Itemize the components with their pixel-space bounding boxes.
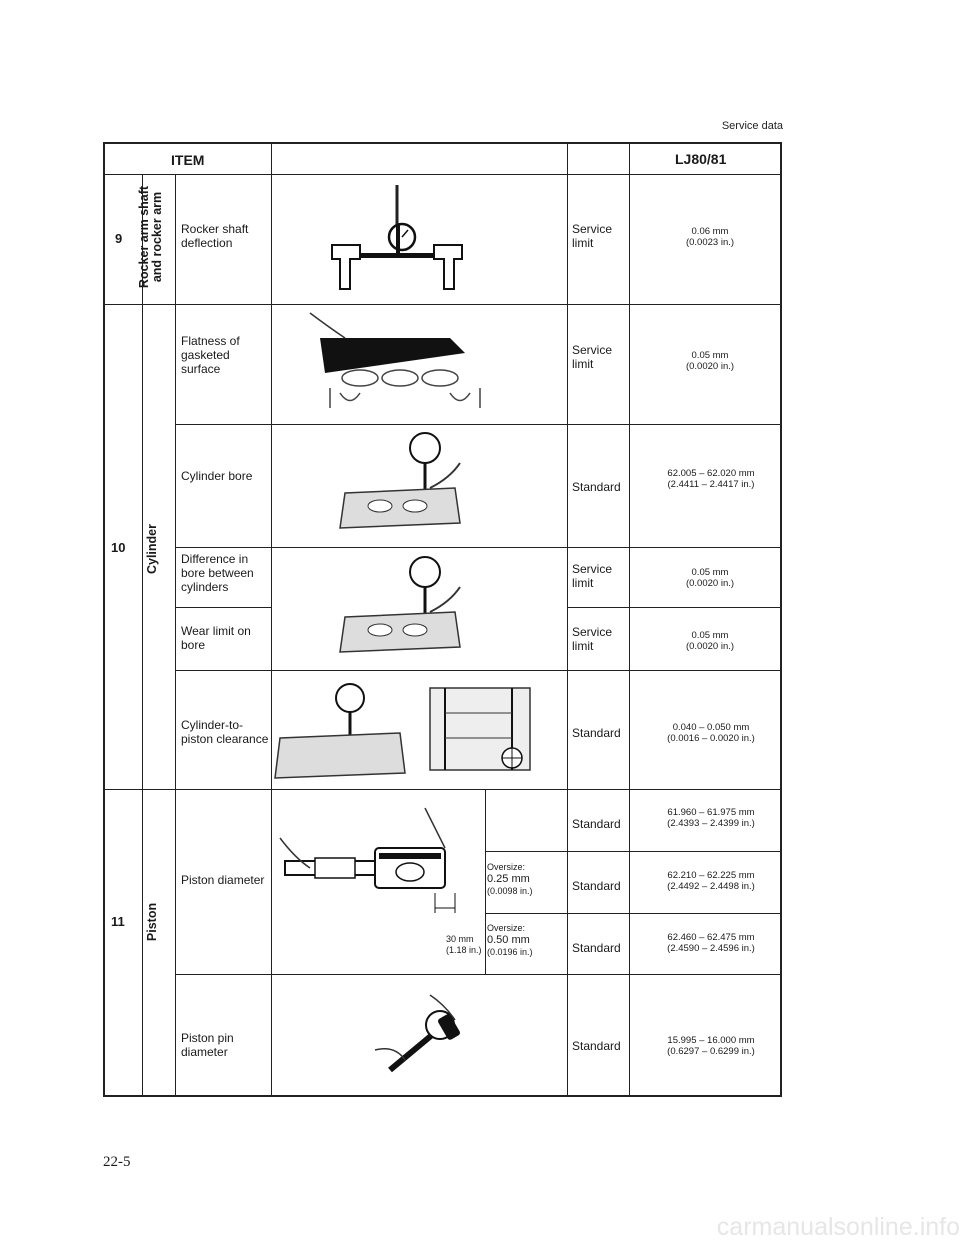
kind-rocker: Service limit xyxy=(572,222,613,250)
value-mm: 0.06 mm xyxy=(691,226,729,237)
value-mm: 0.05 mm xyxy=(691,630,729,641)
item-rocker-deflection: Rocker shaft deflection xyxy=(181,222,249,250)
item-cylinder-bore: Cylinder bore xyxy=(181,469,253,483)
oversize-050 xyxy=(487,923,543,957)
watermark: carmanualsonline.info xyxy=(716,1213,960,1241)
kind-difference: Service limit xyxy=(572,562,613,590)
item-number-11: 11 xyxy=(111,914,125,929)
value-in: (0.0023 in.) xyxy=(685,237,735,248)
diff-value-rule xyxy=(567,607,780,608)
value-in: (0.0020 in.) xyxy=(685,641,735,652)
item-wear: Wear limit on bore xyxy=(181,624,251,652)
oversize-in: (0.0196 in.) xyxy=(487,946,533,957)
value-piston-os25 xyxy=(636,870,786,892)
col-figure-rule xyxy=(567,144,568,1095)
value-in: (2.4590 – 2.4596 in.) xyxy=(667,943,755,954)
value-clearance xyxy=(636,722,786,744)
value-wear xyxy=(640,630,780,652)
wear-bottom-rule xyxy=(175,670,780,671)
oversize-mm: 0.50 mm xyxy=(487,933,530,946)
figure-bore-gauge-2 xyxy=(335,552,465,667)
figure-pin-micrometer xyxy=(370,990,480,1090)
oversize-label: Oversize: xyxy=(487,862,526,872)
measure-in: (1.18 in.) xyxy=(446,944,482,955)
kind-piston-std: Standard xyxy=(572,817,621,831)
kind-bore: Standard xyxy=(572,480,621,494)
value-in: (2.4492 – 2.4498 in.) xyxy=(667,881,755,892)
oversize-025 xyxy=(487,862,543,896)
col-item-rule xyxy=(271,144,272,1095)
value-difference xyxy=(640,567,780,589)
value-in: (0.0020 in.) xyxy=(685,361,735,372)
value-in: (2.4411 – 2.4417 in.) xyxy=(667,479,755,490)
group-line-2: and rocker arm xyxy=(150,191,164,283)
value-flatness xyxy=(640,350,780,372)
bore-bottom-rule xyxy=(175,547,780,548)
kind-clearance: Standard xyxy=(572,726,621,740)
figure-micrometer xyxy=(275,798,485,928)
value-mm: 0.05 mm xyxy=(691,350,729,361)
item-piston-diameter: Piston diameter xyxy=(181,873,265,887)
item-number-10: 10 xyxy=(111,540,126,555)
figure-rocker-dial xyxy=(322,185,472,295)
os25-bottom-rule xyxy=(485,913,780,914)
figure-straightedge xyxy=(300,308,480,418)
item-flatness: Flatness of gasketed surface xyxy=(181,334,240,376)
row9-bottom-rule xyxy=(105,304,780,305)
diff-item-rule xyxy=(175,607,271,608)
value-in: (0.0016 – 0.0020 in.) xyxy=(667,733,755,744)
value-in: (0.6297 – 0.6299 in.) xyxy=(667,1046,755,1057)
value-mm: 0.05 mm xyxy=(691,567,729,578)
item-header: ITEM xyxy=(171,152,205,168)
kind-piston-os25: Standard xyxy=(572,879,621,893)
value-mm: 61.960 – 61.975 mm xyxy=(667,807,755,818)
oversize-label: Oversize: xyxy=(487,923,526,933)
oversize-mm: 0.25 mm xyxy=(487,872,530,885)
value-mm: 62.210 – 62.225 mm xyxy=(667,870,755,881)
kind-piston-os50: Standard xyxy=(572,941,621,955)
item-number-9: 9 xyxy=(115,231,123,246)
value-in: (0.0020 in.) xyxy=(685,578,735,589)
value-mm: 62.005 – 62.020 mm xyxy=(667,468,755,479)
oversize-in: (0.0098 in.) xyxy=(487,885,533,896)
value-rocker xyxy=(640,226,780,248)
value-bore xyxy=(636,468,786,490)
value-piston-std xyxy=(636,807,786,829)
value-mm: 0.040 – 0.050 mm xyxy=(672,722,750,733)
std-bottom-rule xyxy=(485,851,780,852)
model-header: LJ80/81 xyxy=(675,151,727,167)
item-difference: Difference in bore between cylinders xyxy=(181,552,254,594)
value-piston-pin xyxy=(636,1035,786,1057)
oversize-rule xyxy=(485,789,486,975)
measure-label xyxy=(446,934,482,955)
section-header: Service data xyxy=(721,120,783,132)
value-mm: 62.460 – 62.475 mm xyxy=(667,932,755,943)
kind-wear: Service limit xyxy=(572,625,613,653)
header-bottom-rule xyxy=(105,174,780,175)
kind-piston-pin: Standard xyxy=(572,1039,621,1053)
group-label-cylinder: Cylinder xyxy=(145,524,159,575)
col-group-rule xyxy=(175,174,176,1095)
diameter-bottom-rule xyxy=(175,974,780,975)
figure-bore-gauge xyxy=(335,428,465,543)
col-number-rule xyxy=(142,174,143,1095)
group-line-1: Rocker arm shaft xyxy=(137,185,151,289)
value-piston-os50 xyxy=(636,932,786,954)
group-label-piston: Piston xyxy=(145,902,159,942)
item-clearance: Cylinder-to-piston clearance xyxy=(181,718,269,746)
col-kind-rule xyxy=(629,144,630,1095)
item-piston-pin: Piston pin diameter xyxy=(181,1031,234,1059)
measure-mm: 30 mm xyxy=(446,934,474,944)
flatness-bottom-rule xyxy=(175,424,780,425)
value-in: (2.4393 – 2.4399 in.) xyxy=(667,818,755,829)
value-mm: 15.995 – 16.000 mm xyxy=(667,1035,755,1046)
page-number: 22-5 xyxy=(103,1154,131,1170)
group-label-rocker xyxy=(138,177,168,297)
figure-clearance xyxy=(280,678,560,793)
kind-flatness: Service limit xyxy=(572,343,613,371)
